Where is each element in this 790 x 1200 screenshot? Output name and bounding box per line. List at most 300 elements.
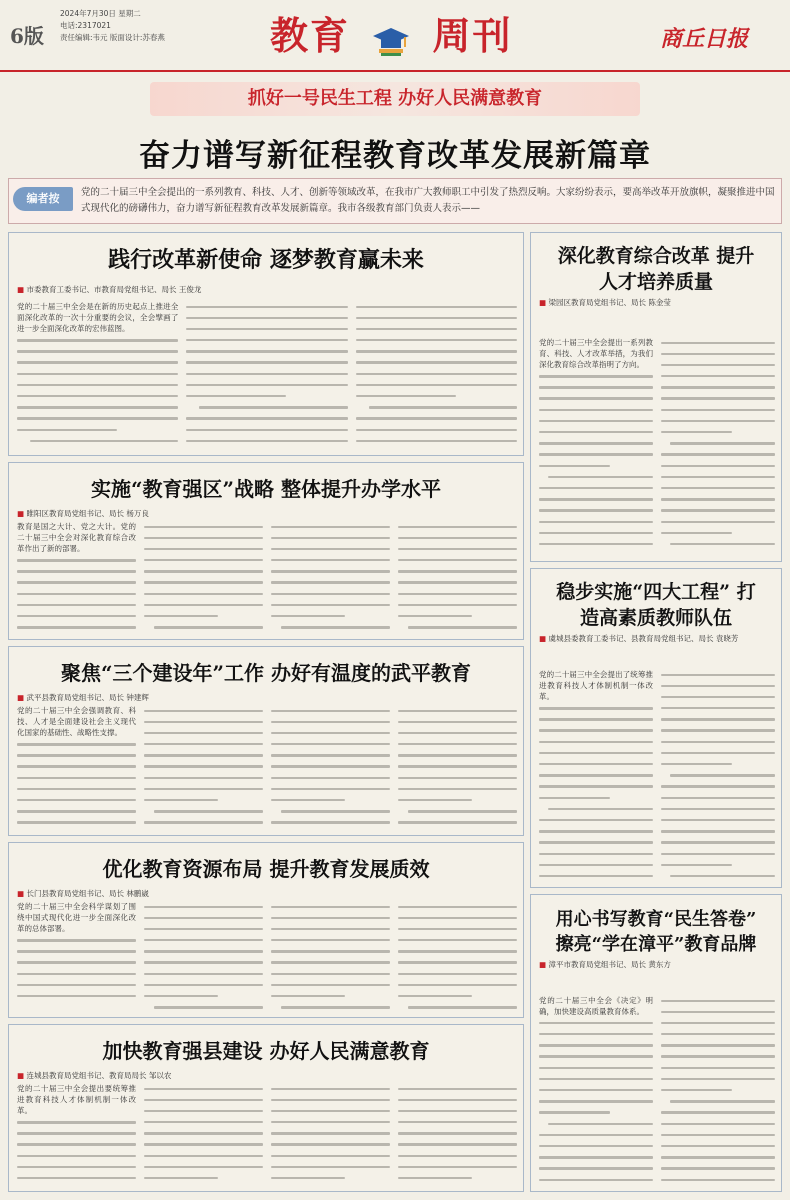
article-text-line <box>17 391 178 402</box>
article-text-line <box>144 979 263 990</box>
article-text-line <box>186 346 347 357</box>
article-text-line <box>144 1105 263 1116</box>
article-text-line <box>271 566 390 577</box>
article-text-line <box>144 599 263 610</box>
article-5 <box>8 646 524 836</box>
article-text-line <box>144 1173 263 1184</box>
article-text-line <box>144 577 263 588</box>
article-column <box>398 705 517 831</box>
article-text-line <box>356 301 517 312</box>
article-text-line <box>661 1163 775 1174</box>
article-text-line <box>186 368 347 379</box>
article-text-line <box>661 703 775 714</box>
article-text-line <box>356 379 517 390</box>
article-text-line <box>398 795 517 806</box>
article-text-line <box>398 622 517 633</box>
article-text-line <box>144 739 263 750</box>
article-text-line <box>17 783 136 794</box>
article-3 <box>8 462 524 640</box>
article-text-line <box>17 424 178 435</box>
article-text-line <box>539 792 653 803</box>
article-text-line <box>539 848 653 859</box>
article-text-line <box>17 1117 136 1128</box>
article-byline: ■ 梁园区教育局党组书记、局长 陈金莹 <box>539 298 671 307</box>
article-text-line <box>539 1118 653 1129</box>
article-column <box>17 521 136 635</box>
article-text-line <box>186 402 347 413</box>
article-text-line <box>539 382 653 393</box>
issue-date: 2024年7月30日 星期二 <box>60 9 141 18</box>
article-text-line <box>661 1174 775 1185</box>
article-text-line <box>398 1105 517 1116</box>
article-text-line <box>271 622 390 633</box>
article-column <box>271 901 390 1013</box>
article-text-line <box>271 750 390 761</box>
article-text-line <box>539 781 653 792</box>
article-text-line <box>398 705 517 716</box>
article-body <box>17 1083 517 1187</box>
article-text-line <box>661 759 775 770</box>
article-text-line <box>398 772 517 783</box>
article-text-line <box>661 859 775 870</box>
article-title: 践行改革新使命 逐梦教育赢未来 <box>108 247 424 273</box>
editor-note <box>8 178 782 224</box>
article-text-line <box>398 577 517 588</box>
article-text-line <box>539 1085 653 1096</box>
article-text-line <box>539 703 653 714</box>
article-text-line <box>17 379 178 390</box>
article-text-line <box>539 471 653 482</box>
article-text-line <box>144 968 263 979</box>
article-text-line <box>144 611 263 622</box>
article-text-line <box>17 357 178 368</box>
article-text-line <box>17 935 136 946</box>
article-text-line <box>539 404 653 415</box>
article-column <box>17 1083 136 1187</box>
article-body <box>539 337 775 557</box>
article-column <box>144 1083 263 1187</box>
article-text-line <box>661 814 775 825</box>
article-text-line <box>539 736 653 747</box>
article-text-line <box>398 1002 517 1013</box>
article-text-line <box>661 714 775 725</box>
article-text-line <box>271 1105 390 1116</box>
article-text-line <box>356 424 517 435</box>
article-column <box>186 301 347 451</box>
article-text-line <box>144 555 263 566</box>
article-column <box>539 669 653 883</box>
article-text-line <box>271 806 390 817</box>
article-text-line <box>271 1173 390 1184</box>
article-text-line <box>17 368 178 379</box>
article-text-line <box>539 1029 653 1040</box>
article-text-line <box>144 1002 263 1013</box>
article-text-line <box>539 438 653 449</box>
article-text-line <box>186 391 347 402</box>
article-text-line <box>17 346 178 357</box>
graduation-cap-icon <box>371 20 411 60</box>
article-text-line <box>17 817 136 828</box>
article-text-line <box>398 912 517 923</box>
article-text-line <box>398 1139 517 1150</box>
article-lead: 教育是国之大计、党之大计。党的二十届三中全会对深化教育综合改革作出了新的部署。 <box>17 522 136 554</box>
article-text-line <box>186 357 347 368</box>
article-byline: ■ 漳平市教育局党组书记、局长 黄东方 <box>539 960 671 969</box>
article-text-line <box>539 415 653 426</box>
article-column <box>398 521 517 635</box>
article-text-line <box>539 494 653 505</box>
article-column <box>539 337 653 557</box>
article-text-line <box>17 413 178 424</box>
article-text-line <box>186 335 347 346</box>
article-text-line <box>271 1139 390 1150</box>
article-body <box>539 669 775 883</box>
article-text-line <box>661 1073 775 1084</box>
article-text-line <box>144 946 263 957</box>
article-text-line <box>271 1161 390 1172</box>
article-text-line <box>17 402 178 413</box>
article-text-line <box>661 348 775 359</box>
article-text-line <box>144 901 263 912</box>
article-text-line <box>271 783 390 794</box>
article-text-line <box>271 923 390 934</box>
article-lead: 党的二十届三中全会提出一系列教育、科技、人才改革举措，为我们深化教育综合改革指明了方向。 <box>539 338 653 370</box>
article-text-line <box>271 1002 390 1013</box>
article-text-line <box>17 991 136 1002</box>
article-title: 稳步实施“四大工程” 打造高素质教师队伍 <box>556 581 756 629</box>
section-title-left: 教育 <box>270 13 351 58</box>
article-byline: ■ 连城县教育局党组书记、教育局局长 邹以农 <box>17 1071 172 1080</box>
article-text-line <box>539 1107 653 1118</box>
article-text-line <box>144 817 263 828</box>
article-body <box>17 301 517 451</box>
article-lead: 党的二十届三中全会科学谋划了围绕中国式现代化进一步全面深化改革的总体部署。 <box>17 902 136 934</box>
article-text-line <box>661 691 775 702</box>
article-text-line <box>17 946 136 957</box>
article-text-line <box>661 826 775 837</box>
article-text-line <box>398 979 517 990</box>
article-text-line <box>661 736 775 747</box>
article-text-line <box>17 1128 136 1139</box>
article-column <box>661 995 775 1187</box>
article-text-line <box>144 1117 263 1128</box>
article-text-line <box>398 817 517 828</box>
article-text-line <box>661 404 775 415</box>
article-text-line <box>271 1094 390 1105</box>
article-text-line <box>398 957 517 968</box>
masthead <box>0 0 790 72</box>
article-text-line <box>356 413 517 424</box>
article-text-line <box>539 1051 653 1062</box>
article-text-line <box>539 859 653 870</box>
article-text-line <box>271 795 390 806</box>
article-text-line <box>539 714 653 725</box>
article-text-line <box>661 1107 775 1118</box>
article-text-line <box>398 521 517 532</box>
article-text-line <box>661 427 775 438</box>
article-lead: 党的二十届三中全会提出了统筹推进教育科技人才体制机制一体改革。 <box>539 670 653 702</box>
article-text-line <box>539 826 653 837</box>
article-text-line <box>661 482 775 493</box>
article-text-line <box>661 747 775 758</box>
article-text-line <box>17 1173 136 1184</box>
article-text-line <box>144 543 263 554</box>
article-text-line <box>17 761 136 772</box>
article-text-line <box>17 739 136 750</box>
article-column <box>17 301 178 451</box>
article-text-line <box>144 588 263 599</box>
article-text-line <box>539 482 653 493</box>
article-text-line <box>271 532 390 543</box>
article-text-line <box>271 761 390 772</box>
article-text-line <box>539 371 653 382</box>
article-text-line <box>144 912 263 923</box>
article-text-line <box>661 848 775 859</box>
article-text-line <box>144 795 263 806</box>
article-text-line <box>17 795 136 806</box>
article-text-line <box>661 494 775 505</box>
article-text-line <box>186 301 347 312</box>
article-text-line <box>661 870 775 881</box>
article-text-line <box>144 532 263 543</box>
article-text-line <box>398 923 517 934</box>
article-text-line <box>144 521 263 532</box>
article-text-line <box>539 393 653 404</box>
article-text-line <box>17 968 136 979</box>
article-column <box>271 705 390 831</box>
article-lead: 党的二十届三中全会是在新的历史起点上推进全面深化改革的一次十分重要的会议，全会擘画了进一步全面深化改革的宏伟蓝图。 <box>17 302 179 334</box>
article-text-line <box>271 716 390 727</box>
article-text-line <box>539 1096 653 1107</box>
article-text-line <box>539 516 653 527</box>
article-text-line <box>144 772 263 783</box>
article-text-line <box>539 803 653 814</box>
article-text-line <box>271 1128 390 1139</box>
article-text-line <box>661 538 775 549</box>
article-text-line <box>144 727 263 738</box>
article-column <box>271 521 390 635</box>
article-column <box>17 901 136 1013</box>
article-text-line <box>398 555 517 566</box>
article-text-line <box>186 413 347 424</box>
article-text-line <box>661 449 775 460</box>
article-text-line <box>661 393 775 404</box>
article-text-line <box>144 1139 263 1150</box>
article-text-line <box>661 516 775 527</box>
article-text-line <box>271 817 390 828</box>
article-column <box>144 521 263 635</box>
article-text-line <box>661 1040 775 1051</box>
article-text-line <box>271 555 390 566</box>
article-text-line <box>271 1150 390 1161</box>
article-text-line <box>186 312 347 323</box>
article-text-line <box>17 577 136 588</box>
article-column <box>356 301 517 451</box>
article-text-line <box>17 957 136 968</box>
article-byline: ■ 睢阳区教育局党组书记、局长 杨万良 <box>17 509 149 518</box>
article-text-line <box>271 611 390 622</box>
article-text-line <box>356 312 517 323</box>
article-text-line <box>17 1150 136 1161</box>
article-text-line <box>356 335 517 346</box>
article-text-line <box>539 1040 653 1051</box>
article-text-line <box>661 438 775 449</box>
article-text-line <box>144 783 263 794</box>
article-text-line <box>186 435 347 446</box>
article-text-line <box>539 1140 653 1151</box>
article-text-line <box>398 968 517 979</box>
article-text-line <box>539 725 653 736</box>
article-text-line <box>661 803 775 814</box>
article-text-line <box>17 335 178 346</box>
article-text-line <box>661 415 775 426</box>
article-body <box>17 901 517 1013</box>
editors-credit: 责任编辑:韦元 版面设计:苏春燕 <box>60 33 165 42</box>
article-6 <box>8 842 524 1018</box>
article-text-line <box>539 460 653 471</box>
article-text-line <box>539 1152 653 1163</box>
article-title: 加快教育强县建设 办好人民满意教育 <box>102 1039 430 1063</box>
article-text-line <box>144 566 263 577</box>
article-7 <box>530 894 782 1192</box>
article-text-line <box>271 588 390 599</box>
article-text-line <box>398 588 517 599</box>
article-text-line <box>539 449 653 460</box>
article-text-line <box>17 750 136 761</box>
article-text-line <box>661 837 775 848</box>
article-text-line <box>271 599 390 610</box>
article-2 <box>530 232 782 562</box>
article-text-line <box>539 1174 653 1185</box>
article-text-line <box>661 1118 775 1129</box>
article-title: 用心书写教育“民生答卷” 擦亮“学在漳平”教育品牌 <box>555 909 757 955</box>
section-title-right: 周刊 <box>432 13 513 58</box>
page-headline: 奋力谱写新征程教育改革发展新篇章 <box>139 138 651 174</box>
article-text-line <box>398 1117 517 1128</box>
article-text-line <box>186 379 347 390</box>
article-text-line <box>271 991 390 1002</box>
article-text-line <box>17 622 136 633</box>
article-text-line <box>271 543 390 554</box>
article-text-line <box>17 611 136 622</box>
article-text-line <box>271 1117 390 1128</box>
article-text-line <box>661 1140 775 1151</box>
article-text-line <box>661 1029 775 1040</box>
article-text-line <box>661 995 775 1006</box>
article-text-line <box>144 705 263 716</box>
article-text-line <box>539 1073 653 1084</box>
article-text-line <box>356 391 517 402</box>
article-text-line <box>539 747 653 758</box>
article-text-line <box>539 527 653 538</box>
article-text-line <box>539 870 653 881</box>
contact-phone: 电话:2317021 <box>60 21 111 30</box>
article-text-line <box>144 761 263 772</box>
article-text-line <box>271 705 390 716</box>
article-text-line <box>144 1150 263 1161</box>
article-8 <box>8 1024 524 1192</box>
article-column <box>144 705 263 831</box>
article-text-line <box>661 471 775 482</box>
article-text-line <box>144 1128 263 1139</box>
theme-banner <box>150 82 640 116</box>
article-text-line <box>539 505 653 516</box>
article-text-line <box>661 1085 775 1096</box>
article-text-line <box>661 505 775 516</box>
article-text-line <box>271 772 390 783</box>
article-column <box>398 901 517 1013</box>
article-lead: 党的二十届三中全会提出要统筹推进教育科技人才体制机制一体改革。 <box>17 1084 136 1116</box>
article-text-line <box>661 1129 775 1140</box>
article-column <box>398 1083 517 1187</box>
article-text-line <box>661 371 775 382</box>
article-column <box>539 995 653 1187</box>
article-text-line <box>398 1150 517 1161</box>
article-text-line <box>539 1017 653 1028</box>
article-body <box>17 705 517 831</box>
article-column <box>661 669 775 883</box>
newspaper-logo: 商丘日报 <box>660 26 749 52</box>
article-byline: ■ 虞城县委教育工委书记、县教育局党组书记、局长 袁晓芳 <box>539 634 739 643</box>
article-text-line <box>661 1051 775 1062</box>
article-text-line <box>17 1161 136 1172</box>
article-text-line <box>398 1161 517 1172</box>
article-title: 实施“教育强区”战略 整体提升办学水平 <box>91 477 441 501</box>
article-text-line <box>356 435 517 446</box>
article-text-line <box>356 368 517 379</box>
article-text-line <box>398 716 517 727</box>
article-1 <box>8 232 524 456</box>
article-text-line <box>661 527 775 538</box>
article-text-line <box>539 1062 653 1073</box>
article-text-line <box>661 1006 775 1017</box>
article-text-line <box>271 946 390 957</box>
article-text-line <box>17 588 136 599</box>
article-text-line <box>661 770 775 781</box>
article-text-line <box>539 759 653 770</box>
article-text-line <box>17 599 136 610</box>
article-text-line <box>398 806 517 817</box>
article-text-line <box>661 781 775 792</box>
article-text-line <box>186 424 347 435</box>
article-text-line <box>661 669 775 680</box>
article-text-line <box>539 1163 653 1174</box>
article-text-line <box>356 346 517 357</box>
article-text-line <box>271 1083 390 1094</box>
article-text-line <box>144 957 263 968</box>
article-text-line <box>661 1062 775 1073</box>
article-text-line <box>144 1083 263 1094</box>
article-text-line <box>539 814 653 825</box>
article-text-line <box>17 979 136 990</box>
article-text-line <box>17 806 136 817</box>
article-text-line <box>398 532 517 543</box>
article-column <box>271 1083 390 1187</box>
article-title: 聚焦“三个建设年”工作 办好有温度的武平教育 <box>61 661 471 685</box>
article-text-line <box>398 901 517 912</box>
article-lead: 党的二十届三中全会强调教育、科技、人才是全面建设社会主义现代化国家的基础性、战略性支撑。 <box>17 706 136 738</box>
article-text-line <box>17 1139 136 1150</box>
article-text-line <box>144 1161 263 1172</box>
article-text-line <box>271 727 390 738</box>
article-title: 深化教育综合改革 提升人才培养质量 <box>557 245 755 293</box>
article-text-line <box>186 323 347 334</box>
article-text-line <box>398 946 517 957</box>
article-text-line <box>356 357 517 368</box>
article-text-line <box>661 1152 775 1163</box>
article-text-line <box>17 772 136 783</box>
article-text-line <box>271 901 390 912</box>
